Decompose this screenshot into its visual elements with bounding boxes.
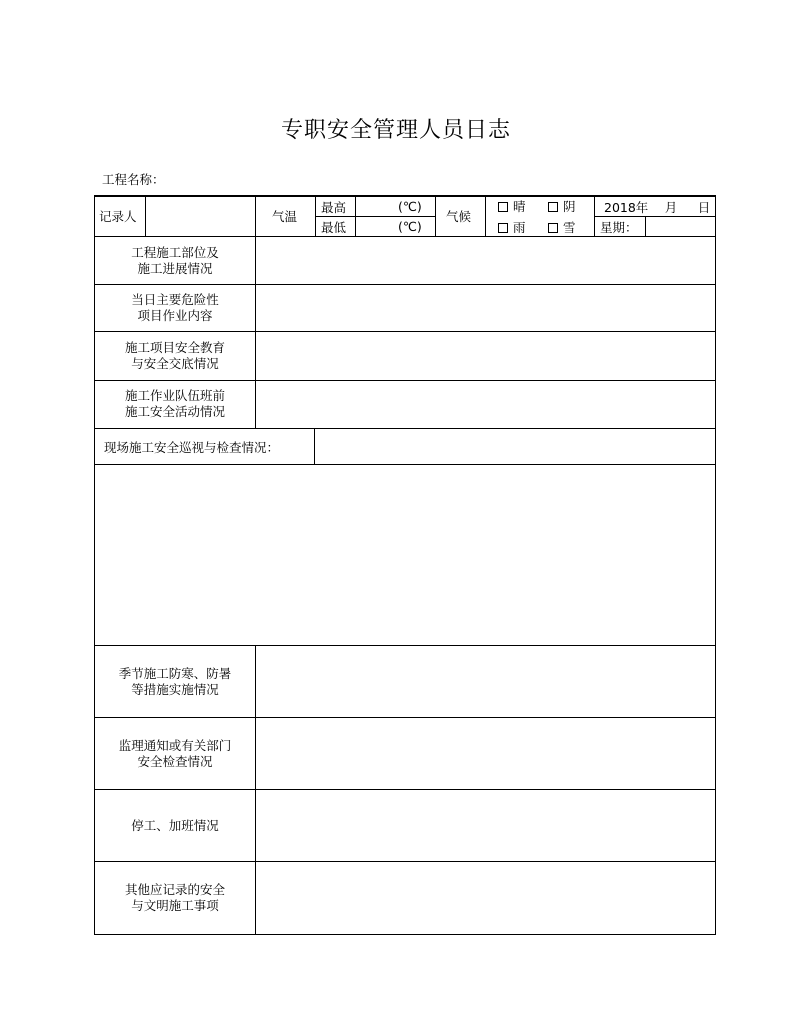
section-label-seasonal-measures: 季节施工防寒、防暑 等措施实施情况 (118, 666, 232, 697)
checkbox-icon (498, 223, 508, 233)
inspection-summary-field[interactable] (315, 429, 715, 464)
max-temperature-unit: (℃) (398, 199, 422, 214)
divider (435, 196, 436, 237)
stoppage-overtime-field[interactable] (256, 790, 715, 861)
weekday-label: 星期： (600, 220, 638, 235)
recorder-field[interactable] (146, 208, 255, 226)
divider (255, 196, 256, 237)
hazardous-work-field[interactable] (256, 285, 715, 331)
section-label-construction-progress: 工程施工部位及 施工进展情况 (131, 245, 219, 276)
weather-option-rain[interactable]: 雨 (498, 220, 526, 235)
divider (485, 196, 486, 237)
section-label-stoppage-overtime: 停工、加班情况 (131, 818, 219, 833)
divider (315, 216, 435, 217)
seasonal-measures-field[interactable] (256, 646, 715, 717)
max-temperature-label: 最高 (321, 200, 347, 215)
min-temperature-unit: (℃) (398, 219, 422, 234)
section-label-hazardous-work: 当日主要危险性 项目作业内容 (131, 292, 219, 323)
section-label-safety-education: 施工项目安全教育 与安全交底情况 (124, 340, 225, 371)
weather-label: 气候 (446, 209, 472, 224)
supervision-notice-field[interactable] (256, 718, 715, 789)
section-label-team-safety-activity: 施工作业队伍班前 施工安全活动情况 (124, 388, 225, 419)
date-field: 2018年 月 日 (604, 200, 711, 215)
other-records-field[interactable] (256, 862, 715, 934)
temperature-label: 气温 (272, 209, 298, 224)
recorder-label: 记录人 (99, 209, 137, 224)
checkbox-icon (548, 202, 558, 212)
inspection-label: 现场施工安全巡视与检查情况： (104, 440, 280, 455)
checkbox-icon (548, 223, 558, 233)
page-title: 专职安全管理人员日志 (280, 118, 511, 143)
inspection-details-area[interactable] (95, 465, 715, 645)
section-label-other-records: 其他应记录的安全 与文明施工事项 (124, 882, 225, 913)
weekday-field[interactable] (646, 217, 715, 236)
checkbox-icon (498, 202, 508, 212)
table-top-border (94, 195, 716, 197)
safety-education-field[interactable] (256, 332, 715, 380)
min-temperature-label: 最低 (321, 220, 347, 235)
construction-progress-field[interactable] (256, 237, 715, 284)
weather-option-cloudy[interactable]: 阴 (548, 199, 576, 214)
weather-option-snow[interactable]: 雪 (548, 220, 576, 235)
weather-option-sunny[interactable]: 晴 (498, 199, 526, 214)
team-safety-activity-field[interactable] (256, 381, 715, 428)
section-label-supervision-notice: 监理通知或有关部门 安全检查情况 (118, 738, 232, 769)
project-name-label: 工程名称： (102, 172, 165, 187)
